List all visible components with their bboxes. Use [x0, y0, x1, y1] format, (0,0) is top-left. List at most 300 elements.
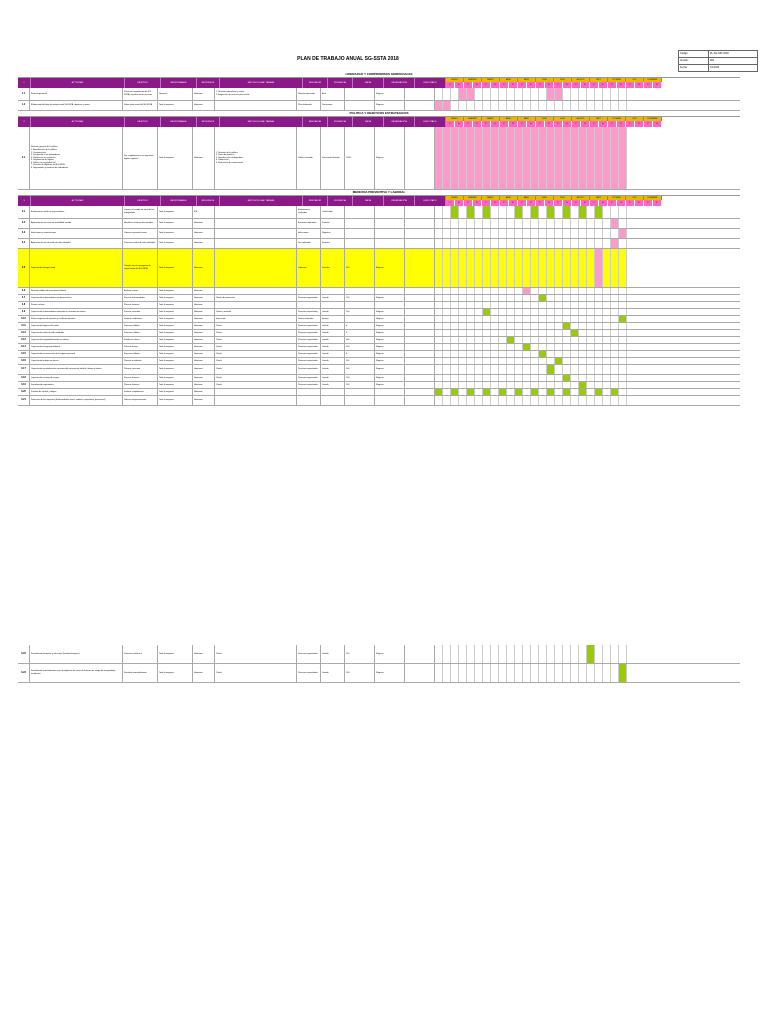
- cell-obj: Capacitar personal nuevo: [123, 229, 158, 238]
- cell-rec: Humanos: [193, 249, 215, 287]
- schedule-cell: [555, 664, 563, 682]
- pe-label: P: [626, 121, 635, 127]
- schedule-cell: [499, 316, 507, 322]
- cell-ev: Listado: [321, 382, 345, 388]
- cell-ind: Plan elaborado: [297, 101, 321, 110]
- schedule-cell: [443, 645, 451, 663]
- schedule-cell: [523, 382, 531, 388]
- schedule-cell: [491, 239, 499, 248]
- cell-ev: Documento firmado: [321, 127, 345, 189]
- schedule-cells: [435, 389, 627, 395]
- cell-obj: Prevenir accidentes: [123, 358, 158, 364]
- cell-num: 1.1: [18, 88, 30, 100]
- schedule-cell: [579, 127, 587, 189]
- cell-act: Detección de los temprano (Enfermedades visual, auditiva, respiratoria, psicosocial): [30, 396, 123, 405]
- month-name: OCTUBRE: [608, 196, 626, 200]
- schedule-cell: [603, 365, 611, 374]
- cell-meth: Charla: [215, 351, 297, 357]
- cell-obj: Verificar condiciones: [123, 316, 158, 322]
- pe-label: P: [518, 121, 527, 127]
- schedule-cell: [451, 382, 459, 388]
- meta-value: 001: [710, 59, 714, 62]
- schedule-cell: [435, 396, 443, 405]
- pe-label: E: [527, 200, 536, 206]
- schedule-cells: [435, 309, 627, 315]
- schedule-cell: [555, 323, 563, 329]
- cell-ex: [405, 101, 435, 110]
- cell-rec: Humanos: [193, 239, 215, 248]
- schedule-cells: [435, 344, 627, 350]
- pe-label: E: [581, 82, 590, 88]
- schedule-cell: [547, 316, 555, 322]
- schedule-cell: [435, 88, 443, 100]
- schedule-cell: [579, 396, 587, 405]
- schedule-cell: [475, 382, 483, 388]
- schedule-cell: [611, 358, 619, 364]
- schedule-cell: [587, 645, 595, 663]
- schedule-cell: [499, 288, 507, 294]
- pe-label: E: [635, 121, 644, 127]
- pe-label: E: [599, 121, 608, 127]
- schedule-cell: [515, 645, 523, 663]
- month-column: [536, 196, 554, 206]
- schedule-cell: [555, 645, 563, 663]
- schedule-cell: [619, 664, 627, 682]
- pe-label: E: [563, 200, 572, 206]
- schedule-cell: [611, 337, 619, 343]
- schedule-cell: [451, 88, 459, 100]
- cell-ex: [405, 396, 435, 405]
- schedule-cell: [483, 295, 491, 301]
- schedule-cell: [531, 229, 539, 238]
- schedule-cell: [451, 389, 459, 395]
- pe-label: P: [572, 82, 581, 88]
- schedule-cell: [459, 88, 467, 100]
- cell-ind: Test aplicados: [297, 239, 321, 248]
- cell-resp: Todo la empresa: [158, 229, 193, 238]
- schedule-cell: [555, 288, 563, 294]
- schedule-cell: [499, 344, 507, 350]
- cell-meta: 100: [345, 344, 375, 350]
- cell-rec: Humanos: [193, 101, 215, 110]
- pe-label: P: [446, 200, 455, 206]
- month-name: ABRIL: [500, 117, 518, 121]
- plan-row: [18, 645, 740, 664]
- cell-rec: Humanos: [193, 295, 215, 301]
- schedule-cell: [555, 382, 563, 388]
- schedule-cells: [435, 101, 627, 110]
- schedule-cell: [451, 330, 459, 336]
- cell-ind: Personas capacitadas: [297, 375, 321, 381]
- schedule-cell: [539, 127, 547, 189]
- schedule-cell: [539, 330, 547, 336]
- schedule-cell: [475, 295, 483, 301]
- schedule-cell: [507, 337, 515, 343]
- schedule-cell: [507, 396, 515, 405]
- column-header: EJECUTADO: [415, 196, 446, 206]
- schedule-cell: [491, 337, 499, 343]
- schedule-cell: [483, 127, 491, 189]
- column-header: EJECUTADO: [415, 117, 446, 127]
- month-name: FEBRERO: [464, 196, 482, 200]
- schedule-cell: [563, 344, 571, 350]
- schedule-cell: [619, 645, 627, 663]
- pe-label: E: [491, 82, 500, 88]
- cell-meta: 100: [345, 337, 375, 343]
- document-control-box: [678, 50, 758, 72]
- schedule-cell: [611, 344, 619, 350]
- cell-act: Capacitación riesgo psicolaboral: [30, 344, 123, 350]
- schedule-cell: [563, 664, 571, 682]
- cell-meta: [345, 302, 375, 308]
- month-name: SEPT: [590, 78, 608, 82]
- schedule-cell: [539, 101, 547, 110]
- schedule-cells: [435, 396, 627, 405]
- pe-label: E: [581, 200, 590, 206]
- plan-exec-labels: [626, 200, 644, 206]
- schedule-cell: [579, 302, 587, 308]
- cell-ev: [321, 288, 345, 294]
- cell-ind: Personas capacitadas: [297, 330, 321, 336]
- plan-row: [18, 101, 740, 111]
- plan-table-continuation: [18, 645, 740, 683]
- schedule-cell: [443, 389, 451, 395]
- schedule-cell: [443, 302, 451, 308]
- plan-row: [18, 358, 740, 365]
- schedule-cell: [475, 337, 483, 343]
- schedule-cell: [475, 323, 483, 329]
- schedule-cell: [507, 309, 515, 315]
- cell-resp: Todo la empresa: [158, 337, 193, 343]
- cell-obs: Ninguna: [375, 351, 405, 357]
- schedule-cell: [515, 239, 523, 248]
- schedule-cell: [507, 358, 515, 364]
- schedule-cell: [563, 337, 571, 343]
- schedule-cell: [491, 396, 499, 405]
- cell-num: 1.2: [18, 101, 30, 110]
- schedule-cell: [467, 295, 475, 301]
- schedule-cell: [603, 206, 611, 218]
- schedule-cell: [507, 101, 515, 110]
- cell-act: Socialización ergonómica: [30, 382, 123, 388]
- plan-exec-labels: [626, 121, 644, 127]
- month-column: [482, 117, 500, 127]
- cell-ind: Evaluaciones realizadas: [297, 206, 321, 218]
- cell-act: Capacitación estilo de vida saludable: [30, 330, 123, 336]
- schedule-cell: [451, 288, 459, 294]
- pe-label: P: [464, 82, 473, 88]
- schedule-cell: [619, 375, 627, 381]
- plan-row: [18, 382, 740, 389]
- schedule-cell: [483, 239, 491, 248]
- schedule-cell: [443, 358, 451, 364]
- schedule-cell: [547, 219, 555, 228]
- column-header: EVIDENCIA: [328, 78, 353, 88]
- month-column: [554, 196, 572, 206]
- cell-meta: [345, 219, 375, 228]
- schedule-cell: [459, 330, 467, 336]
- pe-label: P: [644, 200, 653, 206]
- month-name: MAYO: [518, 196, 536, 200]
- schedule-cell: [539, 375, 547, 381]
- schedule-cell: [515, 206, 523, 218]
- schedule-cell: [467, 365, 475, 374]
- cell-meta: 100: [345, 382, 375, 388]
- schedule-cell: [507, 323, 515, 329]
- cell-num: 3.6: [18, 288, 30, 294]
- schedule-cell: [555, 389, 563, 395]
- schedule-cell: [579, 358, 587, 364]
- cell-meth: [215, 101, 297, 110]
- plan-row: [18, 88, 740, 101]
- schedule-cell: [459, 396, 467, 405]
- schedule-cell: [467, 389, 475, 395]
- cell-obs: [375, 206, 405, 218]
- schedule-cell: [435, 330, 443, 336]
- pe-label: P: [518, 82, 527, 88]
- cell-meta: 100: [345, 664, 375, 682]
- column-header: OBSERVACIÓN: [384, 196, 415, 206]
- schedule-cell: [595, 396, 603, 405]
- schedule-cell: [595, 330, 603, 336]
- schedule-cells: [435, 337, 627, 343]
- schedule-cell: [523, 396, 531, 405]
- schedule-cell: [587, 365, 595, 374]
- schedule-cell: [491, 249, 499, 287]
- schedule-cell: [579, 249, 587, 287]
- schedule-cell: [499, 396, 507, 405]
- schedule-cell: [539, 229, 547, 238]
- cell-ind: Inducciones: [297, 229, 321, 238]
- schedule-cell: [555, 239, 563, 248]
- schedule-cell: [595, 219, 603, 228]
- schedule-cell: [499, 389, 507, 395]
- schedule-cell: [571, 302, 579, 308]
- schedule-cell: [499, 101, 507, 110]
- schedule-cells: [435, 664, 627, 682]
- schedule-cell: [531, 88, 539, 100]
- schedule-cell: [507, 295, 515, 301]
- schedule-cell: [619, 365, 627, 374]
- cell-resp: Todo la empresa: [158, 302, 193, 308]
- schedule-cell: [491, 365, 499, 374]
- schedule-cell: [547, 323, 555, 329]
- cell-resp: Todo la empresa: [158, 351, 193, 357]
- schedule-cell: [435, 309, 443, 315]
- schedule-cell: [475, 101, 483, 110]
- pe-label: P: [590, 200, 599, 206]
- cell-meth: Inspección: [215, 316, 297, 322]
- column-header: RECURSOS: [197, 78, 220, 88]
- schedule-cell: [587, 330, 595, 336]
- schedule-cell: [523, 323, 531, 329]
- schedule-cell: [435, 127, 443, 189]
- pe-label: P: [626, 82, 635, 88]
- schedule-cell: [587, 239, 595, 248]
- meta-value: PL-SG-SST-2018: [710, 52, 729, 55]
- schedule-cell: [571, 239, 579, 248]
- schedule-cell: [507, 645, 515, 663]
- cell-meth: Charla: [215, 344, 297, 350]
- cell-resp: Todo la empresa: [158, 206, 193, 218]
- cell-ind: Encuestas aplicadas: [297, 219, 321, 228]
- schedule-cell: [579, 229, 587, 238]
- schedule-cell: [547, 288, 555, 294]
- cell-act: Capacitación trabajo en alturas: [30, 358, 123, 364]
- cell-num: 3.3: [18, 229, 30, 238]
- schedule-cell: [595, 337, 603, 343]
- schedule-cell: [571, 645, 579, 663]
- schedule-cell: [539, 88, 547, 100]
- month-name: AGOSTO: [572, 196, 590, 200]
- schedule-cell: [491, 316, 499, 322]
- schedule-cell: [571, 309, 579, 315]
- cell-meta: [345, 239, 375, 248]
- schedule-cell: [467, 664, 475, 682]
- schedule-cell: [595, 295, 603, 301]
- schedule-cell: [539, 302, 547, 308]
- schedule-cell: [475, 316, 483, 322]
- schedule-cell: [515, 351, 523, 357]
- schedule-cell: [531, 337, 539, 343]
- schedule-cell: [475, 309, 483, 315]
- schedule-cell: [459, 316, 467, 322]
- pe-label: P: [590, 82, 599, 88]
- month-headers: [446, 78, 662, 88]
- schedule-cell: [595, 323, 603, 329]
- cell-ex: [405, 219, 435, 228]
- schedule-cell: [595, 88, 603, 100]
- month-column: [446, 78, 464, 88]
- cell-ex: [405, 295, 435, 301]
- pe-label: E: [509, 121, 518, 127]
- cell-rec: Humanos: [193, 330, 215, 336]
- schedule-cell: [523, 365, 531, 374]
- month-name: JULIO: [554, 78, 572, 82]
- cell-obj: Prevenir lesiones: [123, 302, 158, 308]
- schedule-cell: [547, 229, 555, 238]
- schedule-cell: [507, 127, 515, 189]
- schedule-cell: [587, 337, 595, 343]
- plan-row: [18, 337, 740, 344]
- plan-row: [18, 323, 740, 330]
- month-name: AGOSTO: [572, 78, 590, 82]
- cell-ind: Personas capacitadas: [297, 382, 321, 388]
- cell-obj: Promover hábitos: [123, 330, 158, 336]
- cell-obj: Promover salud oral: [123, 645, 158, 663]
- cell-resp: Todo la empresa: [158, 101, 193, 110]
- schedule-cell: [499, 239, 507, 248]
- pe-label: P: [464, 121, 473, 127]
- schedule-cell: [483, 219, 491, 228]
- cell-act: Pausas activas: [30, 302, 123, 308]
- schedule-cell: [443, 337, 451, 343]
- cell-meta: [345, 316, 375, 322]
- cell-obs: Ninguna: [375, 664, 405, 682]
- schedule-cell: [483, 302, 491, 308]
- schedule-cell: [499, 330, 507, 336]
- month-column: [644, 117, 662, 127]
- schedule-cell: [563, 127, 571, 189]
- plan-row: [18, 239, 740, 249]
- month-column: [554, 117, 572, 127]
- column-header: INDICADOR: [303, 78, 328, 88]
- schedule-cell: [491, 309, 499, 315]
- schedule-cell: [603, 309, 611, 315]
- schedule-cell: [547, 295, 555, 301]
- schedule-cell: [467, 206, 475, 218]
- schedule-cell: [467, 239, 475, 248]
- schedule-cell: [587, 288, 595, 294]
- pe-label: P: [482, 121, 491, 127]
- schedule-cells: [435, 127, 627, 189]
- schedule-cell: [611, 229, 619, 238]
- schedule-cells: [435, 302, 627, 308]
- schedule-cell: [603, 375, 611, 381]
- cell-meth: Charla: [215, 358, 297, 364]
- cell-meth: [215, 229, 297, 238]
- cell-num: 3.11: [18, 323, 30, 329]
- schedule-cell: [587, 309, 595, 315]
- cell-obs: Ninguna: [375, 101, 405, 110]
- document-header: [18, 50, 740, 72]
- column-header: OBJETIVO: [125, 196, 161, 206]
- schedule-cell: [587, 127, 595, 189]
- schedule-cell: [435, 337, 443, 343]
- cell-obj: Promover hábitos: [123, 323, 158, 329]
- cell-meth: Charla: [215, 375, 297, 381]
- schedule-cell: [547, 127, 555, 189]
- month-column: [536, 78, 554, 88]
- schedule-cell: [443, 229, 451, 238]
- schedule-cell: [475, 344, 483, 350]
- cell-obj: Prevenir enfermedades: [123, 295, 158, 301]
- schedule-cells: [435, 229, 627, 238]
- schedule-cell: [571, 206, 579, 218]
- schedule-cell: [483, 358, 491, 364]
- month-column: [464, 78, 482, 88]
- schedule-cell: [443, 382, 451, 388]
- cell-act: Capacitación sensibilización consumo del consumo de alcohol, drogas y tabaco: [30, 365, 123, 374]
- schedule-cell: [563, 288, 571, 294]
- cell-resp: Todo la empresa: [158, 664, 193, 682]
- month-name: MARZO: [482, 117, 500, 121]
- cell-act: Capacitación enfermedades cardiovasculares: [30, 295, 123, 301]
- schedule-cell: [571, 358, 579, 364]
- schedule-cell: [555, 101, 563, 110]
- cell-ex: [405, 88, 435, 100]
- schedule-cell: [435, 229, 443, 238]
- pe-label: E: [455, 200, 464, 206]
- cell-act: Reunión gerencial: [30, 88, 123, 100]
- cell-num: 3.7: [18, 295, 30, 301]
- schedule-cell: [483, 375, 491, 381]
- cell-ev: Listado: [321, 337, 345, 343]
- schedule-cell: [451, 239, 459, 248]
- schedule-cell: [515, 101, 523, 110]
- schedule-cell: [539, 288, 547, 294]
- cell-ex: [405, 382, 435, 388]
- schedule-cell: [611, 288, 619, 294]
- schedule-cell: [523, 219, 531, 228]
- schedule-cell: [571, 295, 579, 301]
- schedule-cell: [523, 229, 531, 238]
- pe-label: E: [635, 200, 644, 206]
- schedule-cell: [515, 323, 523, 329]
- cell-obs: Ninguna: [375, 127, 405, 189]
- schedule-cell: [467, 358, 475, 364]
- cell-meth: [215, 396, 297, 405]
